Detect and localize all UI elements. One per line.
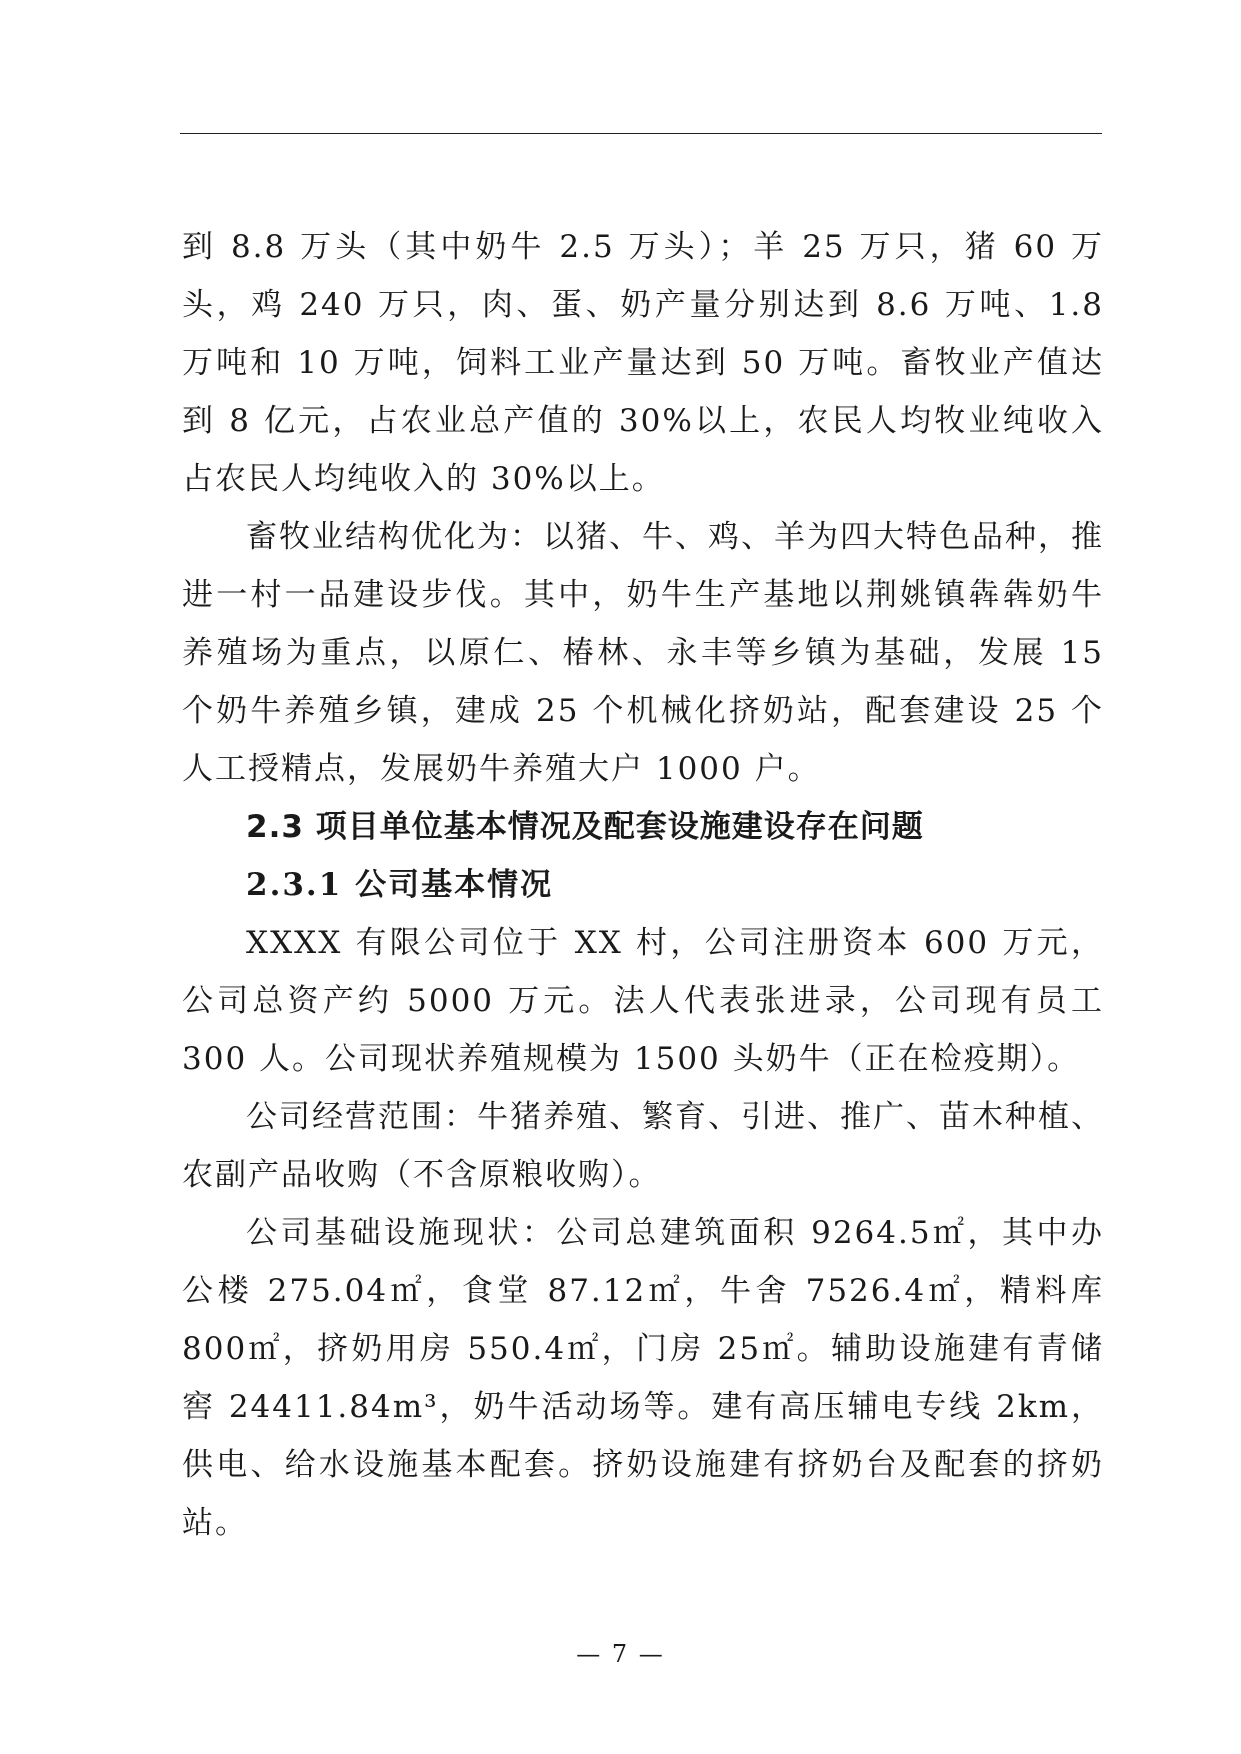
section-heading: 2.3 项目单位基本情况及配套设施建设存在问题 (246, 809, 924, 845)
document-body (182, 218, 1104, 1552)
paragraph-livestock-targets: 到 8.8 万头（其中奶牛 2.5 万头）；羊 25 万只，猪 60 万头，鸡 240 万只，肉、蛋、奶产量分别达到 8.6 万吨、1.8 万吨和 10 万吨，饲料工业产量达到 50 万吨。畜牧业产值达到 8 亿元，占农业总产值的 30%以上，农民人均牧业纯收入占农民人均纯收入的 30%以上。 (182, 229, 1104, 497)
page-number: — 7 — (576, 1640, 665, 1668)
paragraph-company-overview: XXXX 有限公司位于 XX 村，公司注册资本 600 万元，公司总资产约 5000 万元。法人代表张进录，公司现有员工 300 人。公司现状养殖规模为 1500 头奶牛（正在检疫期）。 (182, 925, 1104, 1077)
paragraph-structure-optimization: 畜牧业结构优化为：以猪、牛、鸡、羊为四大特色品种，推进一村一品建设步伐。其中，奶牛生产基地以荆姚镇犇犇奶牛养殖场为重点，以原仁、椿林、永丰等乡镇为基础，发展 15 个奶牛养殖乡镇，建成 25 个机械化挤奶站，配套建设 25 个人工授精点，发展奶牛养殖大户 1000 户。 (182, 519, 1104, 787)
paragraph-infrastructure: 公司基础设施现状：公司总建筑面积 9264.5㎡，其中办公楼 275.04㎡，食堂 87.12㎡，牛舍 7526.4㎡，精料库 800㎡，挤奶用房 550.4㎡，门房 25㎡。辅助设施建有青储窖 24411.84m³，奶牛活动场等。建有高压辅电专线 2km，供电、给水设施基本配套。挤奶设施建有挤奶台及配套的挤奶站。 (182, 1215, 1104, 1541)
header-rule (180, 133, 1102, 134)
paragraph-business-scope: 公司经营范围：牛猪养殖、繁育、引进、推广、苗木种植、农副产品收购（不含原粮收购）。 (182, 1099, 1104, 1193)
subsection-heading: 2.3.1 公司基本情况 (246, 867, 554, 903)
